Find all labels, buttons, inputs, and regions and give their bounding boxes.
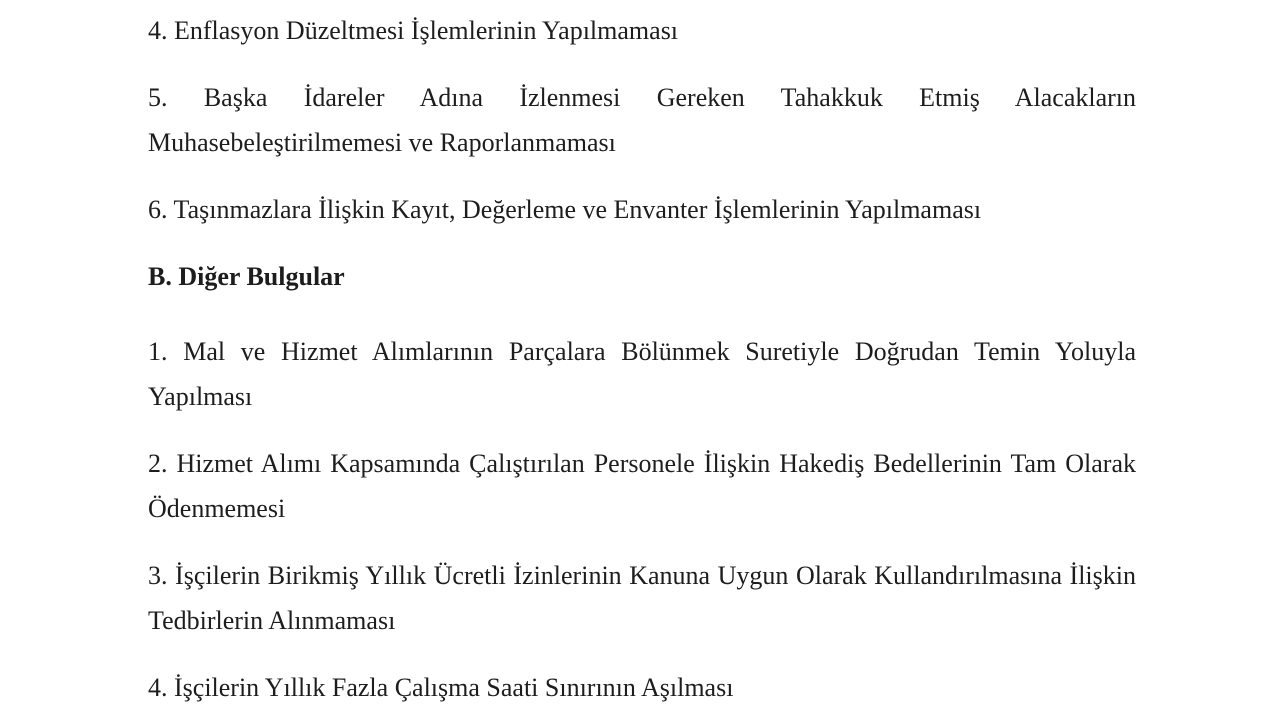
text-line: 4. İşçilerin Yıllık Fazla Çalışma Saati Sınırının Aşılması (148, 673, 734, 702)
text-line: Yapılması (148, 382, 253, 411)
paragraph (148, 75, 1136, 165)
text-line: 3. İşçilerin Birikmiş Yıllık Ücretli İzinlerinin Kanuna Uygun Olarak Kullandırılmasına İlişkin (148, 561, 1136, 590)
text-line: B. Diğer Bulgular (148, 262, 345, 291)
text-line: 2. Hizmet Alımı Kapsamında Çalıştırılan Personele İlişkin Hakediş Bedellerinin Tam Olarak (148, 449, 1136, 478)
paragraph (148, 553, 1136, 643)
text-line: 6. Taşınmazlara İlişkin Kayıt, Değerleme ve Envanter İşlemlerinin Yapılmaması (148, 195, 982, 224)
section-heading (148, 254, 1136, 299)
text-line: Ödenmemesi (148, 494, 286, 523)
text-line: 4. Enflasyon Düzeltmesi İşlemlerinin Yapılmaması (148, 16, 679, 45)
text-line: Tedbirlerin Alınmaması (148, 606, 396, 635)
text-line: Muhasebeleştirilmemesi ve Raporlanmaması (148, 128, 616, 157)
paragraph (148, 441, 1136, 531)
paragraph (148, 665, 1136, 710)
paragraph (148, 187, 1136, 232)
text-line: 1. Mal ve Hizmet Alımlarının Parçalara Bölünmek Suretiyle Doğrudan Temin Yoluyla (148, 337, 1136, 366)
paragraph (148, 8, 1136, 53)
document-body (148, 8, 1136, 710)
text-line: 5. Başka İdareler Adına İzlenmesi Gereken Tahakkuk Etmiş Alacakların (148, 83, 1136, 112)
paragraph (148, 329, 1136, 419)
